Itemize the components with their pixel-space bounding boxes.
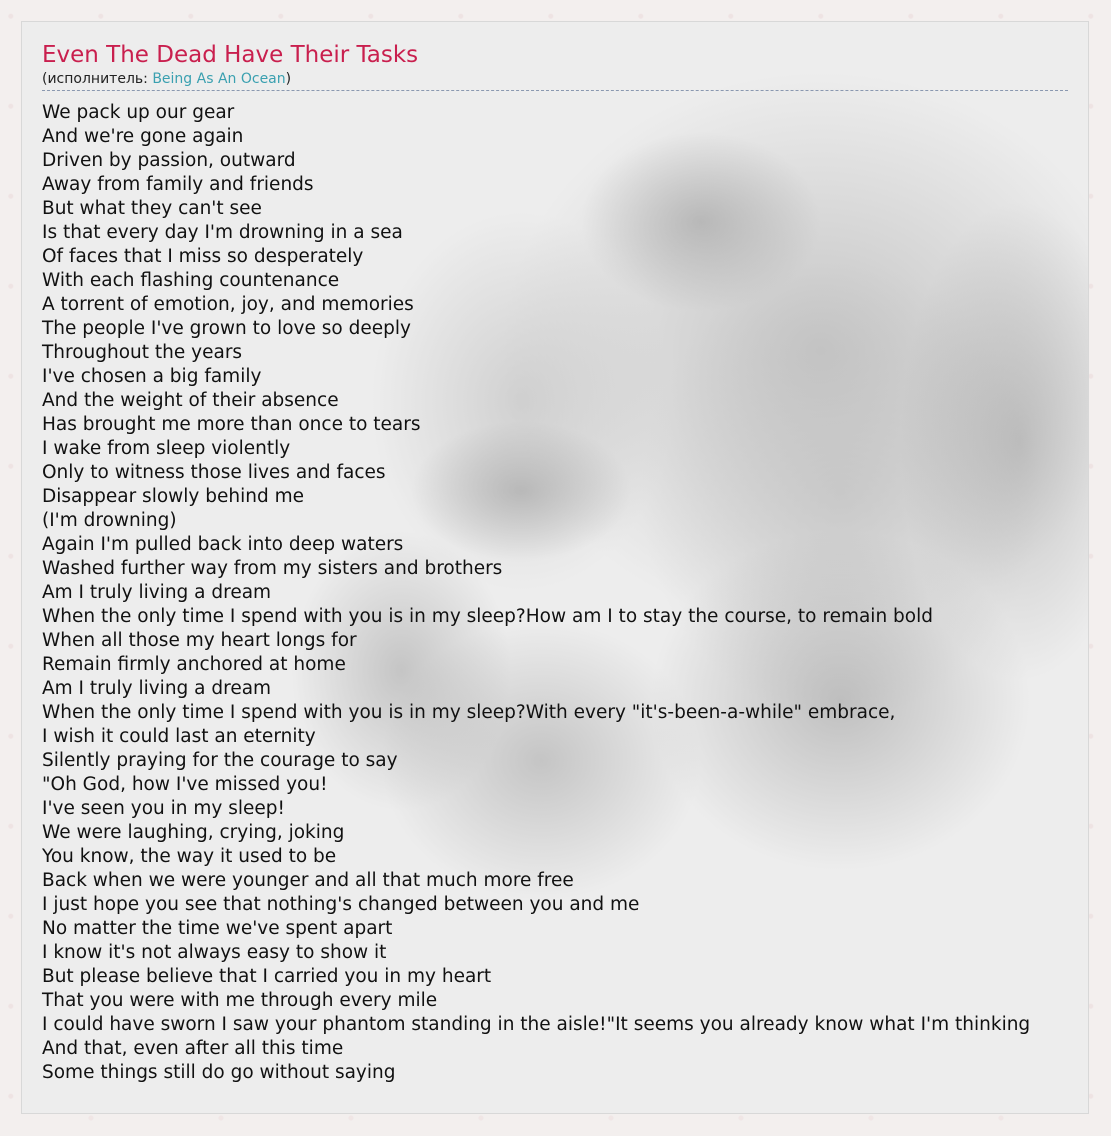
- lyric-line: I could have sworn I saw your phantom standing in the aisle!"It seems you already know what I'm thinking: [42, 1014, 1031, 1035]
- lyric-line: When the only time I spend with you is in my sleep?With every "it's-been-a-while" embrace,: [42, 702, 896, 723]
- lyric-line: "Oh God, how I've missed you!: [42, 774, 328, 795]
- lyric-line: That you were with me through every mile: [42, 990, 438, 1011]
- song-title: Even The Dead Have Their Tasks: [42, 42, 419, 68]
- lyric-line: Again I'm pulled back into deep waters: [42, 534, 404, 555]
- lyric-line: We were laughing, crying, joking: [42, 822, 345, 843]
- lyric-line: But what they can't see: [42, 198, 262, 219]
- lyric-line: And that, even after all this time: [42, 1038, 344, 1059]
- lyric-line: With each flashing countenance: [42, 270, 340, 291]
- lyric-line: Of faces that I miss so desperately: [42, 246, 364, 267]
- lyric-line: I just hope you see that nothing's changed between you and me: [42, 894, 640, 915]
- lyric-line: Back when we were younger and all that much more free: [42, 870, 574, 891]
- lyric-line: Throughout the years: [42, 342, 243, 363]
- lyric-line: Am I truly living a dream: [42, 678, 272, 699]
- lyric-line: And the weight of their absence: [42, 390, 339, 411]
- lyric-line: I wake from sleep violently: [42, 438, 291, 459]
- lyric-line: But please believe that I carried you in my heart: [42, 966, 492, 987]
- lyrics-card: [21, 21, 1089, 1114]
- lyric-line: Driven by passion, outward: [42, 150, 296, 171]
- lyric-line: A torrent of emotion, joy, and memories: [42, 294, 414, 315]
- lyric-line: Away from family and friends: [42, 174, 314, 195]
- lyric-line: When all those my heart longs for: [42, 630, 357, 651]
- lyric-line: Silently praying for the courage to say: [42, 750, 398, 771]
- lyric-line: You know, the way it used to be: [42, 846, 337, 867]
- lyric-line: Is that every day I'm drowning in a sea: [42, 222, 403, 243]
- lyric-line: Washed further way from my sisters and brothers: [42, 558, 503, 579]
- artist-link[interactable]: Being As An Ocean: [152, 71, 286, 87]
- lyric-line: Some things still do go without saying: [42, 1062, 396, 1083]
- lyric-line: Only to witness those lives and faces: [42, 462, 386, 483]
- lyric-line: The people I've grown to love so deeply: [42, 318, 411, 339]
- lyric-line: I wish it could last an eternity: [42, 726, 316, 747]
- artist-line: [42, 70, 1068, 91]
- lyric-line: Am I truly living a dream: [42, 582, 272, 603]
- lyric-line: I've chosen a big family: [42, 366, 262, 387]
- lyric-line: Disappear slowly behind me: [42, 486, 304, 507]
- lyric-line: Remain firmly anchored at home: [42, 654, 346, 675]
- lyric-line: Has brought me more than once to tears: [42, 414, 421, 435]
- lyrics-content: [42, 40, 1068, 1085]
- lyric-line: I've seen you in my sleep!: [42, 798, 285, 819]
- lyric-line: No matter the time we've spent apart: [42, 918, 393, 939]
- lyric-line: When the only time I spend with you is in my sleep?How am I to stay the course, to remain bold: [42, 606, 933, 627]
- artist-prefix: (исполнитель:: [42, 71, 153, 87]
- lyric-line: (I'm drowning): [42, 510, 177, 531]
- artist-suffix: ): [285, 71, 292, 87]
- lyrics-text: [42, 101, 1089, 1085]
- lyric-line: We pack up our gear: [42, 102, 235, 123]
- lyric-line: I know it's not always easy to show it: [42, 942, 387, 963]
- lyric-line: And we're gone again: [42, 126, 244, 147]
